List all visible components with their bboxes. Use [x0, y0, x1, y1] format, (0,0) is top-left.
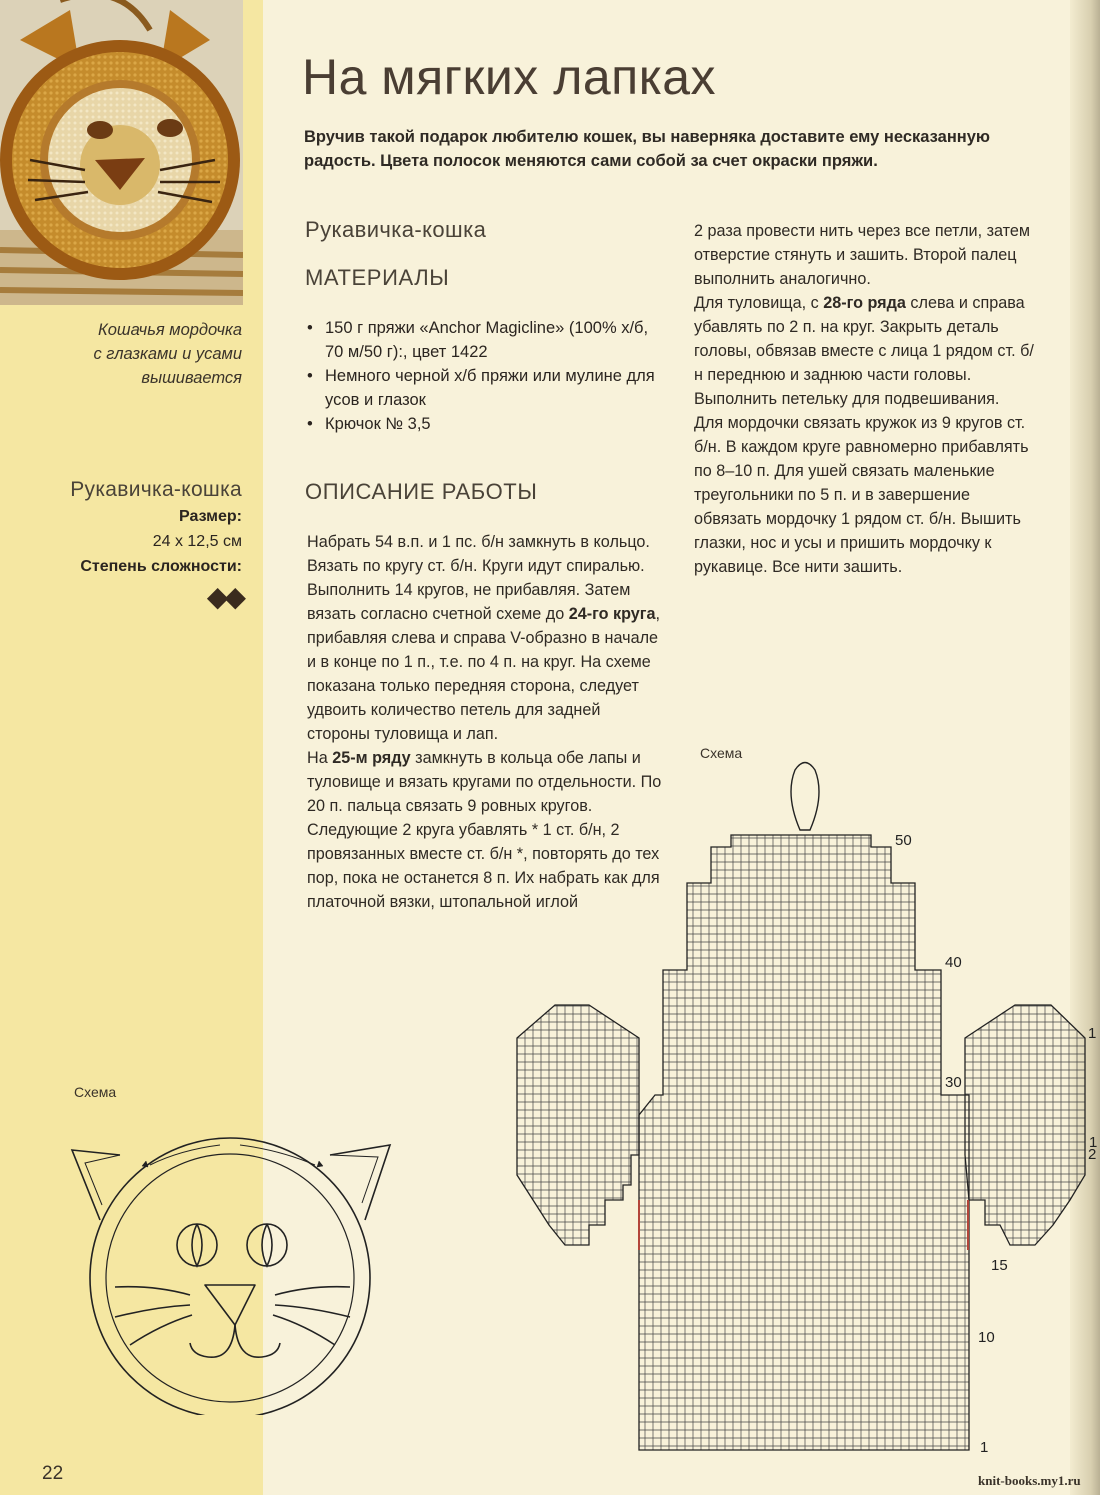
- row-label: 30: [945, 1074, 962, 1091]
- paragraph: Для мордочки связать кружок из 9 кругов ст. б/н. В каждом круге равномерно прибавлять по 8–10 п. Для ушей связать маленькие треугольники по 5 п. и в завершение обвязать мордочку 1 рядом ст. б/н. Вышить глазки, нос и усы и пришить мордочку к рукавице. Все нити зашить.: [694, 414, 1029, 576]
- size-label: Размер:: [179, 508, 242, 525]
- mouth-right: [235, 1325, 280, 1357]
- materials-heading: МАТЕРИАЛЫ: [305, 265, 450, 290]
- chart-label: Схема: [700, 745, 743, 761]
- photo-caption: [12, 318, 242, 390]
- list-item: • Немного черной х/б пряжи или мулине для усов и глазок: [305, 364, 665, 412]
- face-diagram-label: Схема: [74, 1084, 117, 1100]
- caption-line: Кошачья мордочка: [97, 321, 242, 339]
- cat-face-diagram: [60, 1125, 405, 1415]
- page-title: На мягких лапках: [302, 49, 717, 105]
- list-item: • 150 г пряжи «Anchor Magicline» (100% х/б, 70 м/50 г):, цвет 1422: [305, 316, 665, 364]
- item-title: Рукавичка-кошка: [70, 478, 242, 501]
- edge-label: 2: [1088, 1146, 1097, 1163]
- project-info: [2, 478, 242, 613]
- page-number: 22: [42, 1463, 64, 1484]
- caption-line: вышивается: [141, 369, 242, 387]
- caption-line: с глазками и усами: [93, 345, 242, 363]
- mouth-left: [190, 1325, 235, 1357]
- intro-text: Вручив такой подарок любителю кошек, вы наверняка доставите ему несказанную радость. Цвета полосок меняются сами собой за счет окраски пряжи.: [304, 128, 991, 170]
- cat-mitten-photo: [0, 0, 243, 305]
- edge-label: 1: [1089, 1134, 1098, 1151]
- cat-face-photo-illustration: [0, 0, 243, 305]
- left-eye: [177, 1224, 217, 1266]
- paragraph: Для туловища, с 28-го ряда слева и справа убавлять по 2 п. на круг. Закрыть деталь головы, обвязав вместе с лица 1 рядом ст. б/н переднюю и заднюю части головы. Выполнить петельку для подвешивания.: [694, 294, 1034, 408]
- description-column-2: [694, 219, 1039, 579]
- size-value: 24 х 12,5 см: [152, 533, 242, 550]
- row-label: 50: [895, 832, 912, 849]
- row-label: 10: [978, 1329, 995, 1346]
- right-eye: [247, 1224, 287, 1266]
- row-label: 1: [980, 1439, 989, 1455]
- materials-list: [305, 316, 665, 436]
- difficulty-label: Степень сложности:: [80, 558, 242, 575]
- hanging-loop: [791, 763, 819, 831]
- row-label: 15: [991, 1257, 1008, 1274]
- section-subtitle: Рукавичка-кошка: [305, 217, 487, 242]
- nose: [205, 1285, 255, 1325]
- mitten-chart: [505, 755, 1100, 1455]
- difficulty-diamond-icon: ◆◆: [206, 581, 242, 612]
- footer-url: knit-books.my1.ru: [978, 1473, 1081, 1488]
- paragraph: 2 раза провести нить через все петли, затем отверстие стянуть и зашить. Второй палец выполнить аналогично.: [694, 222, 1031, 288]
- description-heading: ОПИСАНИЕ РАБОТЫ: [305, 479, 538, 504]
- list-item: • Крючок № 3,5: [305, 412, 665, 436]
- face-outline: [90, 1138, 370, 1415]
- paragraph: На 25-м ряду замкнуть в кольца обе лапы и туловище и вязать кругами по отдельности. По 20 п. пальца связать 9 ровных кругов. Следующие 2 круга убавлять * 1 ст. б/н, 2 провязанных вместе ст. б/н *, повторять до тех пор, пока не останется 8 п. Их набрать как для платочной вязки, штопальной иглой: [307, 749, 662, 911]
- paragraph: Набрать 54 в.п. и 1 пс. б/н замкнуть в кольцо. Вязать по кругу ст. б/н. Круги идут спиралью. Выполнить 14 кругов, не прибавляя. Затем вязать согласно счетной схеме до 24-го круга, прибавляя слева и справа V-образно в начале и в конце по 1 п., т.е. по 4 п. на круг. На схеме показана только передняя сторона, следует удвоить количество петель для задней стороны туловища и лап.: [307, 533, 661, 743]
- row-label: 40: [945, 954, 962, 971]
- edge-label: 1: [1088, 1025, 1097, 1042]
